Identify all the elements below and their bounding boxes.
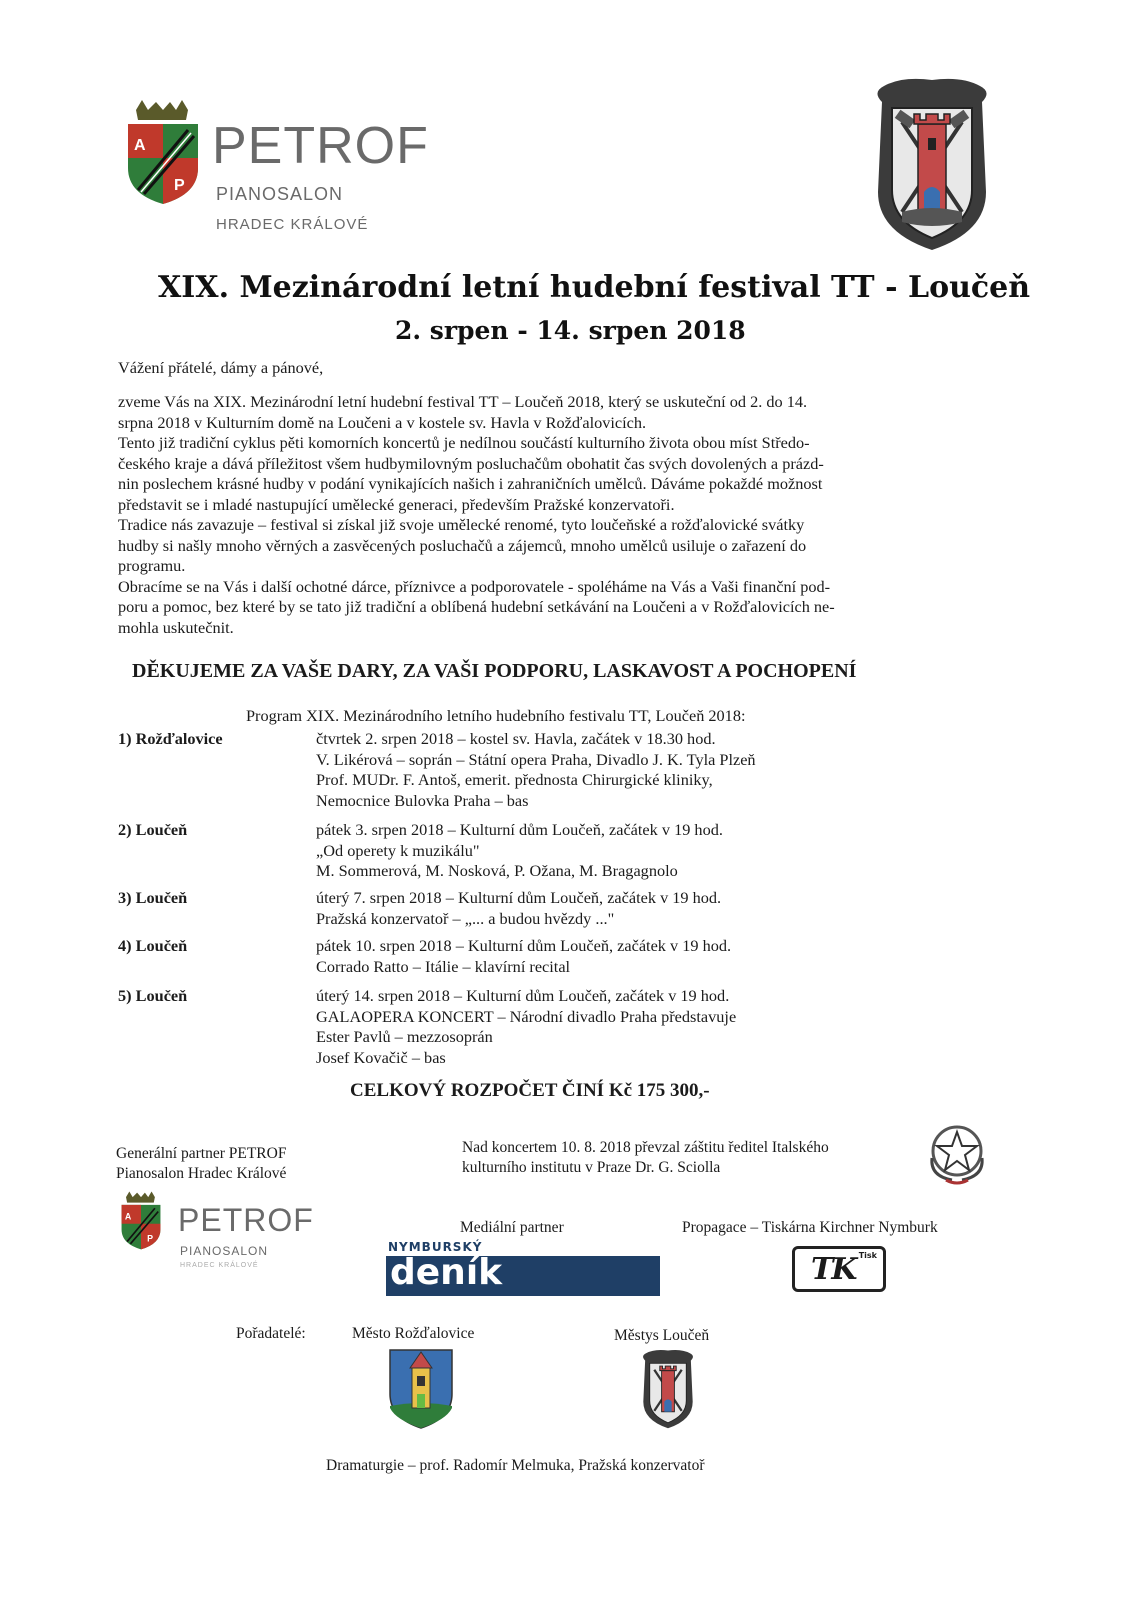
text-line: hudby si našly mnoho věrných a zasvěcených posluchačů a zájemců, mnoho umělců usiluje o zařazení do xyxy=(118,535,807,555)
media-partner-label: Mediální partner xyxy=(460,1219,564,1236)
petrof-shield-icon xyxy=(118,98,208,208)
festival-dates: 2. srpen - 14. srpen 2018 xyxy=(395,316,746,345)
petrof-wordmark: PETROF xyxy=(212,117,429,175)
program-line: pátek 10. srpen 2018 – Kulturní dům Loučeň, začátek v 19 hod. xyxy=(316,936,732,955)
svg-text:P: P xyxy=(174,177,185,194)
text-line: poru a pomoc, bez které by se tato již tradiční a oblíbená hudební setkávání na Loučeni a v Rožďalovicích ne- xyxy=(118,597,835,616)
program-line: GALAOPERA KONCERT – Národní divadlo Praha představuje xyxy=(316,1006,737,1026)
budget-total: CELKOVÝ ROZPOČET ČINÍ Kč 175 300,- xyxy=(350,1080,710,1101)
petrof-logo xyxy=(118,98,448,238)
petrof-logo-small xyxy=(116,1186,346,1276)
rozdalovice-coat-of-arms-icon xyxy=(386,1346,456,1430)
text-line: představit se i mladé nastupující umělecké generaci, především Pražské konzervatoři. xyxy=(118,494,675,514)
tk-logo-small-text: Tisk xyxy=(858,1251,877,1260)
program-details xyxy=(316,729,1016,811)
program-label: 2) Loučeň xyxy=(118,820,188,839)
loucen-coat-of-arms-small-icon xyxy=(636,1346,700,1430)
program-line: úterý 14. srpen 2018 – Kulturní dům Loučeň, začátek v 19 hod. xyxy=(316,986,730,1005)
dramaturgy-credit: Dramaturgie – prof. Radomír Melmuka, Pražská konzervatoř xyxy=(326,1457,705,1474)
svg-text:A: A xyxy=(124,1211,132,1222)
invitation-text xyxy=(118,392,1018,638)
petrof-shield-icon xyxy=(116,1186,166,1256)
patronage-line: kulturního institutu v Praze Dr. G. Sciolla xyxy=(462,1159,721,1176)
program-line: „Od operety k muzikálu" xyxy=(316,840,480,860)
tk-logo xyxy=(792,1246,886,1292)
general-partner-line: Pianosalon Hradec Králové xyxy=(116,1165,287,1182)
organizers-label: Pořadatelé: xyxy=(236,1325,306,1342)
program-line: Prof. MUDr. F. Antoš, emerit. přednosta Chirurgické kliniky, xyxy=(316,770,713,789)
text-line: zveme Vás na XIX. Mezinárodní letní hudební festival TT – Loučeň 2018, který se uskuteční od 2. do 14. xyxy=(118,392,808,411)
thanks-heading: DĚKUJEME ZA VAŠE DARY, ZA VAŠI PODPORU, LASKAVOST A POCHOPENÍ xyxy=(132,660,857,682)
text-line: nin poslechem krásné hudby v podání vynikajících našich i zahraničních umělců. Dáváme pokaždé možnost xyxy=(118,474,823,493)
italian-emblem-icon xyxy=(922,1118,992,1188)
nymbursky-denik-logo xyxy=(386,1240,660,1300)
organizer-rozdalovice: Město Rožďalovice xyxy=(352,1325,475,1342)
general-partner-line: Generální partner PETROF xyxy=(116,1145,287,1162)
text-line: srpna 2018 v Kulturním domě na Loučeni a v kostele sv. Havla v Rožďalovicích. xyxy=(118,412,647,432)
petrof-subtitle-2: HRADEC KRÁLOVÉ xyxy=(180,1262,259,1269)
general-partner-label xyxy=(116,1144,286,1184)
text-line: programu. xyxy=(118,556,186,575)
program-details xyxy=(316,936,1016,977)
denik-main-text: deník xyxy=(390,1252,503,1293)
svg-text:P: P xyxy=(147,1233,154,1244)
text-line: českého kraje a dává příležitost všem hudbymilovným posluchačům obohatit čas svých dovolených a prázd- xyxy=(118,453,824,473)
text-line: Obracíme se na Vás i další ochotné dárce, příznivce a podporovatele - spoléháme na Vás a Vaši finanční pod- xyxy=(118,576,831,596)
text-line: Tento již tradiční cyklus pěti komorních koncertů je nedílnou součástí kulturního života obou míst Středo- xyxy=(118,433,810,452)
text-line: mohla uskutečnit. xyxy=(118,617,234,637)
petrof-wordmark: PETROF xyxy=(178,1202,314,1238)
program-label: 4) Loučeň xyxy=(118,936,188,955)
program-line: Nemocnice Bulovka Praha – bas xyxy=(316,790,529,810)
program-details xyxy=(316,888,1016,929)
program-line: Josef Kovačič – bas xyxy=(316,1047,446,1067)
petrof-subtitle-1: PIANOSALON xyxy=(216,184,344,204)
program-details xyxy=(316,986,1016,1068)
text-line: Tradice nás zavazuje – festival si získal již svoje umělecké renomé, tyto loučeňské a rožďalovické svátky xyxy=(118,515,805,534)
program-label: 1) Rožďalovice xyxy=(118,729,223,748)
program-line: Ester Pavlů – mezzosoprán xyxy=(316,1027,493,1046)
program-line: Corrado Ratto – Itálie – klavírní recital xyxy=(316,956,571,976)
patronage-line: Nad koncertem 10. 8. 2018 převzal záštitu ředitel Italského xyxy=(462,1139,829,1156)
program-line: Pražská konzervatoř – „... a budou hvězdy ..." xyxy=(316,908,615,928)
program-details xyxy=(316,820,1016,882)
patronage-note xyxy=(462,1138,829,1178)
program-label: 5) Loučeň xyxy=(118,986,188,1005)
program-line: V. Likérová – soprán – Státní opera Praha, Divadlo J. K. Tyla Plzeň xyxy=(316,749,756,769)
program-line: pátek 3. srpen 2018 – Kulturní dům Loučeň, začátek v 19 hod. xyxy=(316,820,723,839)
petrof-subtitle-1: PIANOSALON xyxy=(180,1244,269,1258)
svg-text:A: A xyxy=(134,137,146,154)
program-line: M. Sommerová, M. Nosková, P. Ožana, M. Bragagnolo xyxy=(316,861,678,880)
denik-top-text: NYMBURSKÝ xyxy=(388,1240,483,1254)
tk-logo-text: TK xyxy=(811,1252,856,1287)
festival-title: XIX. Mezinárodní letní hudební festival TT - Loučeň xyxy=(158,270,1031,305)
program-line: úterý 7. srpen 2018 – Kulturní dům Loučeň, začátek v 19 hod. xyxy=(316,888,722,907)
petrof-subtitle-2: HRADEC KRÁLOVÉ xyxy=(216,216,369,233)
greeting: Vážení přátelé, dámy a pánové, xyxy=(118,358,324,377)
organizer-loucen: Městys Loučeň xyxy=(614,1327,710,1344)
program-heading: Program XIX. Mezinárodního letního hudebního festivalu TT, Loučeň 2018: xyxy=(246,706,746,725)
program-label: 3) Loučeň xyxy=(118,888,188,907)
loucen-coat-of-arms-icon xyxy=(862,72,1002,252)
program-line: čtvrtek 2. srpen 2018 – kostel sv. Havla, začátek v 18.30 hod. xyxy=(316,729,716,748)
promo-label: Propagace – Tiskárna Kirchner Nymburk xyxy=(682,1219,938,1236)
